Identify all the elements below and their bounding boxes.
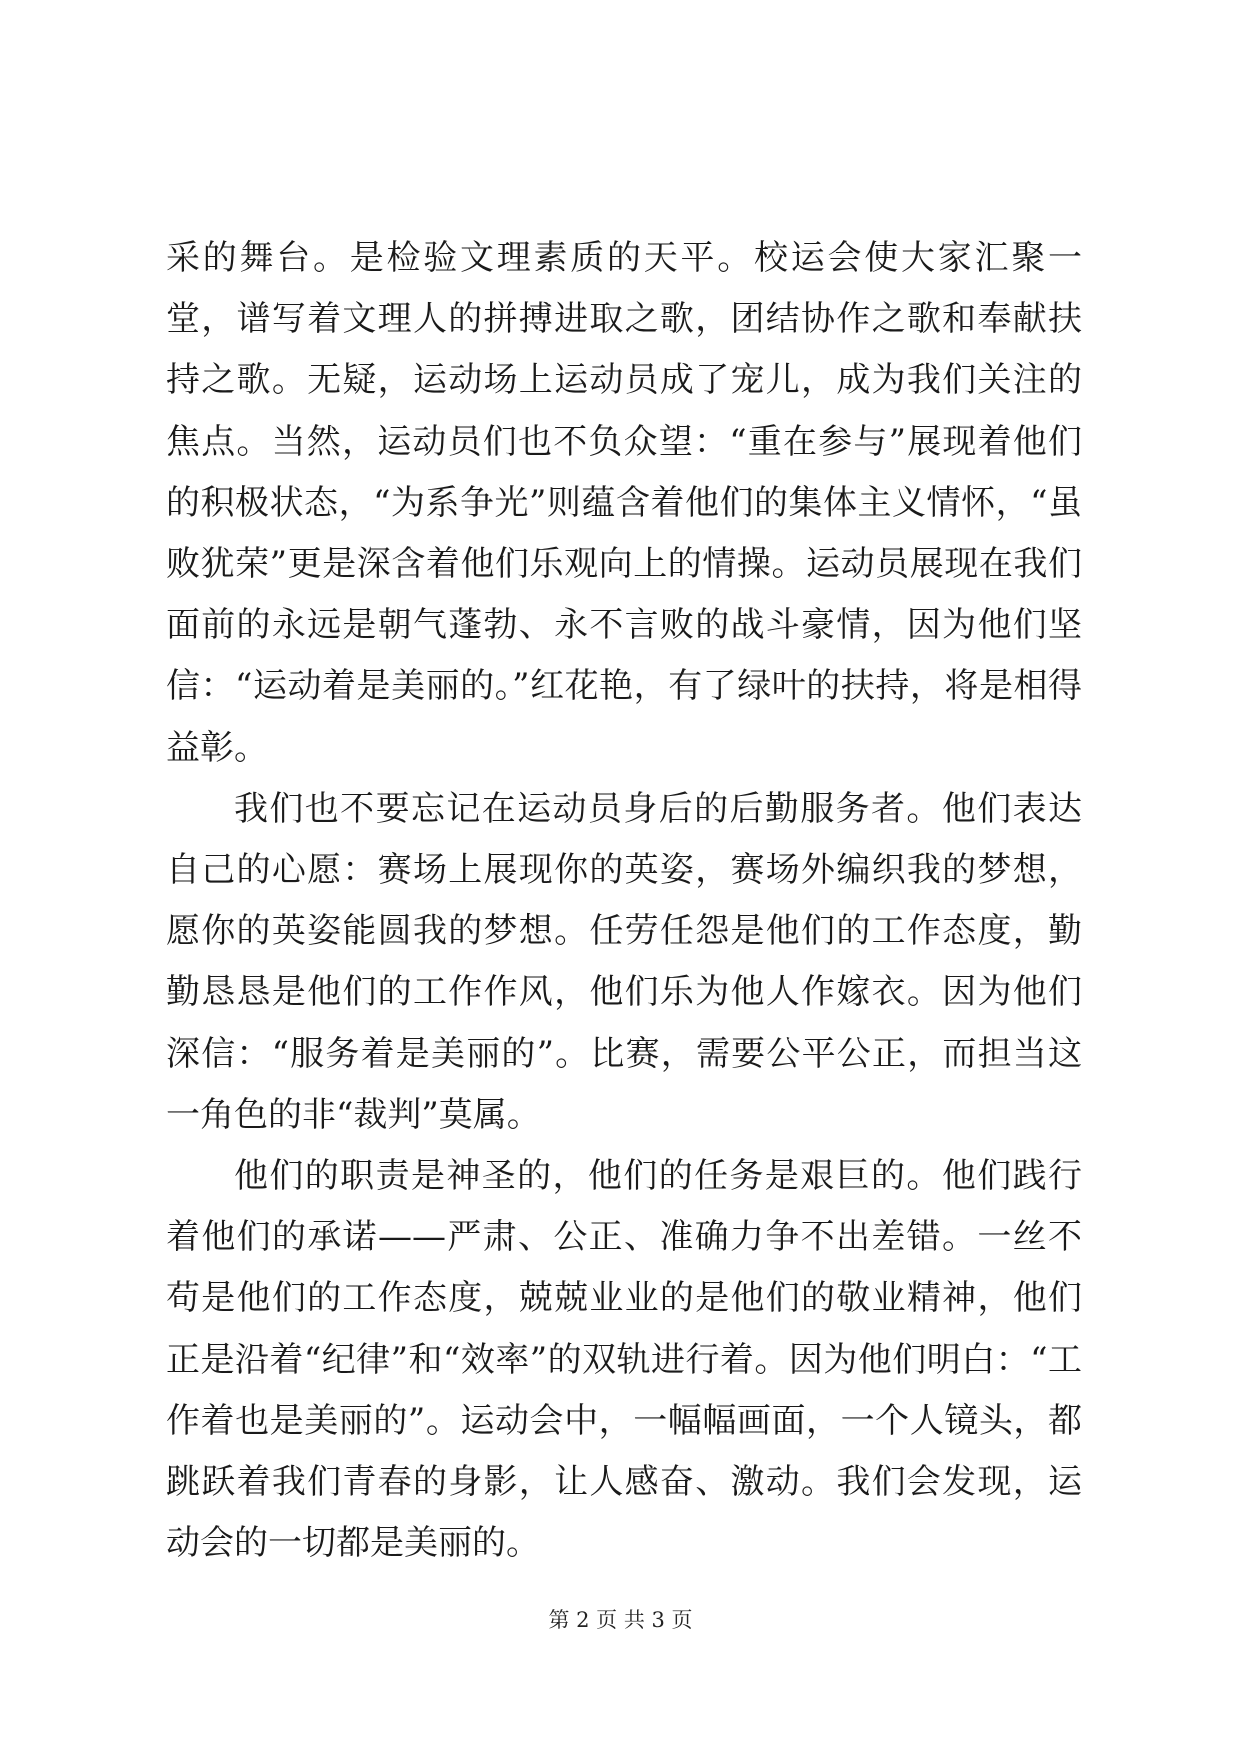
- paragraph-1: 采的舞台。是检验文理素质的天平。校运会使大家汇聚一堂，谱写着文理人的拼搏进取之歌，团结协作之歌和奉献扶持之歌。无疑，运动场上运动员成了宠儿，成为我们关注的焦点。当然，运动员们也不负众望：“重在参与”展现着他们的积极状态，“为系争光”则蕴含着他们的集体主义情怀，“虽败犹荣”更是深含着他们乐观向上的情操。运动员展现在我们面前的永远是朝气蓬勃、永不言败的战斗豪情，因为他们坚信：“运动着是美丽的。”红花艳，有了绿叶的扶持，将是相得益彰。: [166, 238, 1082, 768]
- document-body: [166, 228, 1082, 1574]
- paragraph-2: 我们也不要忘记在运动员身后的后勤服务者。他们表达自己的心愿：赛场上展现你的英姿，赛场外编织我的梦想，愿你的英姿能圆我的梦想。任劳任怨是他们的工作态度，勤勤恳恳是他们的工作作风，他们乐为他人作嫁衣。因为他们深信：“服务着是美丽的”。比赛，需要公平公正，而担当这一角色的非“裁判”莫属。: [166, 788, 1082, 1135]
- page-number-footer: 第 2 页 共 3 页: [548, 1608, 693, 1632]
- paragraph-3: 他们的职责是神圣的，他们的任务是艰巨的。他们践行着他们的承诺——严肃、公正、准确力争不出差错。一丝不苟是他们的工作态度，兢兢业业的是他们的敬业精神，他们正是沿着“纪律”和“效率”的双轨进行着。因为他们明白：“工作着也是美丽的”。运动会中，一幅幅画面，一个人镜头，都跳跃着我们青春的身影，让人感奋、激动。我们会发现，运动会的一切都是美丽的。: [166, 1156, 1082, 1564]
